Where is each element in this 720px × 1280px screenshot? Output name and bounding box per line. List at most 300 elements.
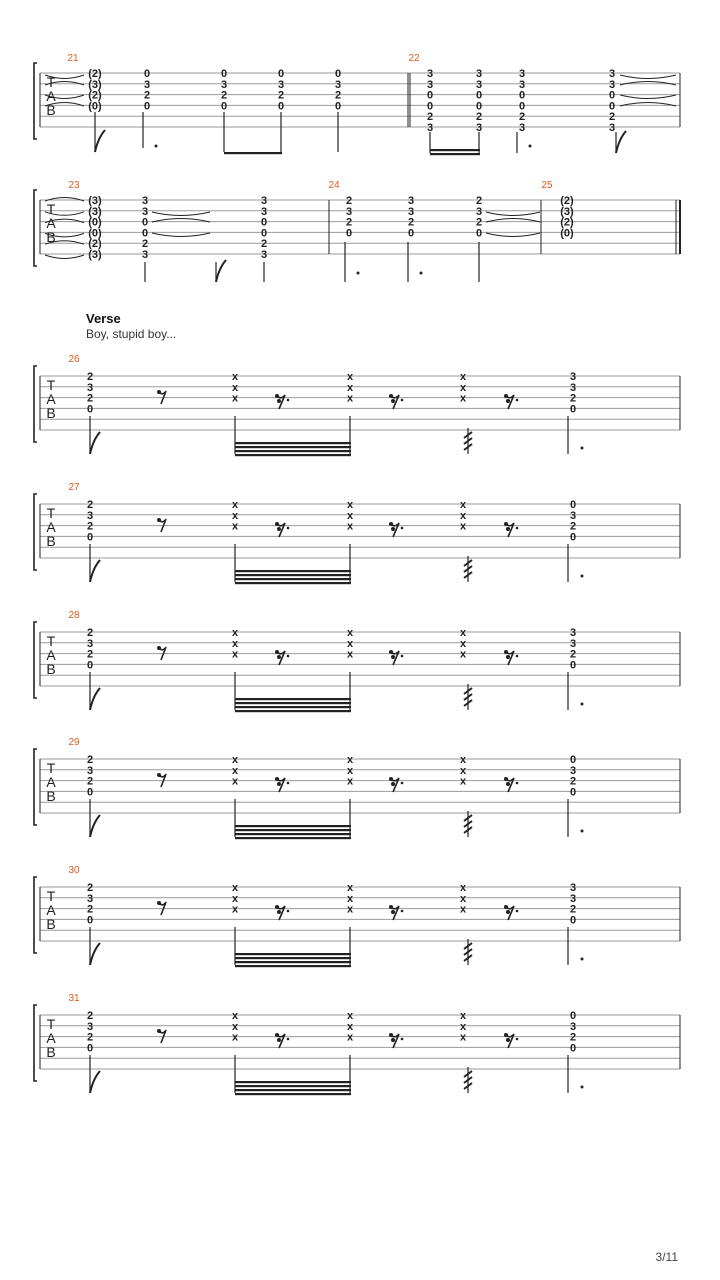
fret-number: 2 <box>143 89 151 102</box>
tab-clef-letter: B <box>46 533 56 549</box>
fret-number: 3 <box>518 68 526 80</box>
fret-number: x <box>231 381 239 394</box>
fret-number: x <box>231 637 239 650</box>
note-flag <box>95 130 105 152</box>
measure-number: 24 <box>328 180 340 191</box>
fret-number: 2 <box>86 392 94 405</box>
tab-clef-letter: A <box>46 774 56 790</box>
fret-number: (3) <box>560 205 574 218</box>
fret-number: 2 <box>475 216 483 229</box>
note-flag <box>216 260 226 282</box>
system-brace <box>34 190 37 266</box>
tie-arc <box>620 75 676 79</box>
rhythm-dot <box>581 703 584 706</box>
rest-dot <box>287 527 290 530</box>
rest-head <box>391 527 395 531</box>
fret-number: 3 <box>518 122 526 134</box>
fret-number: 3 <box>569 509 577 522</box>
fret-number: 0 <box>86 659 94 672</box>
rest-head <box>275 1033 279 1037</box>
fret-number: x <box>459 381 467 394</box>
fret-number: 0 <box>569 786 577 799</box>
fret-number: 2 <box>260 238 268 251</box>
rest-head <box>504 777 508 781</box>
fret-number: x <box>231 392 239 405</box>
note-beam <box>235 833 351 835</box>
fret-number: 0 <box>86 403 94 416</box>
system-brace <box>34 366 37 442</box>
rest-head <box>157 1029 161 1033</box>
fret-number: (2) <box>88 68 102 80</box>
page-number: 3/11 <box>655 1250 678 1264</box>
rhythm-dot <box>357 272 360 275</box>
fret-number: x <box>231 892 239 905</box>
rest-head <box>389 522 393 526</box>
measure-number: 27 <box>68 482 80 493</box>
sixteenth-rest <box>504 905 518 920</box>
tab-clef-letter: B <box>46 229 56 245</box>
fret-number: x <box>346 499 354 511</box>
fret-number: 3 <box>569 892 577 905</box>
fret-number: x <box>231 1031 239 1044</box>
note-beam <box>235 570 351 572</box>
rest-dot <box>401 782 404 785</box>
note-beam <box>235 706 351 708</box>
fret-number: x <box>459 754 467 766</box>
fret-number: x <box>459 1020 467 1033</box>
rest-head <box>506 1038 510 1042</box>
fret-number: x <box>346 903 354 916</box>
note-beam <box>235 710 351 712</box>
measure-number: 22 <box>408 53 420 64</box>
fret-number: 0 <box>86 531 94 544</box>
tie-arc <box>486 233 540 237</box>
fret-number: 2 <box>86 903 94 916</box>
fret-number: 0 <box>345 227 353 240</box>
note-beam <box>430 153 480 155</box>
fret-number: (2) <box>88 89 102 102</box>
rest-head <box>389 777 393 781</box>
fret-number: 0 <box>143 100 151 113</box>
fret-number: x <box>231 754 239 766</box>
rest-head <box>389 394 393 398</box>
rest-head <box>275 394 279 398</box>
tab-clef-letter: A <box>46 647 56 663</box>
fret-number: 2 <box>518 111 526 124</box>
fret-number: 3 <box>426 122 434 134</box>
fret-number: 0 <box>220 100 228 113</box>
fret-number: x <box>346 1010 354 1022</box>
fret-number: x <box>231 371 239 383</box>
fret-number: 3 <box>334 78 342 91</box>
fret-number: 3 <box>475 68 483 80</box>
fret-number: 0 <box>407 227 415 240</box>
measure-number: 30 <box>68 865 80 876</box>
fret-number: x <box>459 499 467 511</box>
fret-number: 2 <box>86 775 94 788</box>
tab-clef-letter: A <box>46 88 56 104</box>
tab-clef-letter: T <box>46 633 56 649</box>
fret-number: 3 <box>569 371 577 383</box>
rhythm-dot <box>581 1086 584 1089</box>
rest-dot <box>516 399 519 402</box>
sixteenth-rest <box>504 1033 518 1048</box>
fret-number: x <box>231 627 239 639</box>
eighth-rest <box>157 773 166 787</box>
fret-number: 3 <box>260 195 268 207</box>
fret-number: 3 <box>475 122 483 134</box>
rest-head <box>391 655 395 659</box>
rhythm-dot <box>529 145 532 148</box>
fret-number: x <box>231 499 239 511</box>
fret-number: 0 <box>569 659 577 672</box>
tab-clef-letter: T <box>46 201 56 217</box>
rest-dot <box>287 655 290 658</box>
fret-number: x <box>346 764 354 777</box>
fret-number: 2 <box>220 89 228 102</box>
eighth-rest <box>157 1029 166 1043</box>
tab-clef-letter: B <box>46 102 56 118</box>
note-beam <box>235 1093 351 1095</box>
note-beam <box>235 1081 351 1083</box>
fret-number: x <box>231 882 239 894</box>
fret-number: 3 <box>518 78 526 91</box>
fret-number: 2 <box>475 195 483 207</box>
fret-number: 0 <box>86 1042 94 1055</box>
fret-number: 0 <box>569 1042 577 1055</box>
rest-dot <box>287 910 290 913</box>
rest-head <box>504 650 508 654</box>
note-beam <box>235 825 351 827</box>
rest-dot <box>401 527 404 530</box>
fret-number: 3 <box>569 764 577 777</box>
fret-number: (0) <box>88 227 102 240</box>
fret-number: x <box>459 1010 467 1022</box>
rest-dot <box>401 399 404 402</box>
rest-dot <box>516 782 519 785</box>
fret-number: x <box>346 775 354 788</box>
note-beam <box>224 152 282 154</box>
fret-number: 3 <box>569 1020 577 1033</box>
fret-number: 0 <box>569 403 577 416</box>
fret-number: 3 <box>569 882 577 894</box>
measure-number: 25 <box>541 180 553 191</box>
sixteenth-rest <box>504 522 518 537</box>
measure-number: 28 <box>68 610 80 621</box>
fret-number: 0 <box>334 100 342 113</box>
tab-clef-letter: B <box>46 405 56 421</box>
rest-dot <box>287 1038 290 1041</box>
fret-number: 0 <box>143 68 151 80</box>
fret-number: x <box>346 1031 354 1044</box>
fret-number: x <box>459 627 467 639</box>
tab-clef-letter: A <box>46 519 56 535</box>
rest-head <box>277 527 281 531</box>
rest-head <box>391 910 395 914</box>
fret-number: 2 <box>569 903 577 916</box>
rest-head <box>277 782 281 786</box>
tab-clef-letter: T <box>46 1016 56 1032</box>
fret-number: 2 <box>86 520 94 533</box>
fret-number: (0) <box>560 227 574 240</box>
fret-number: 2 <box>86 371 94 383</box>
fret-number: (2) <box>560 216 574 229</box>
fret-number: x <box>459 903 467 916</box>
fret-number: 0 <box>608 89 616 102</box>
fret-number: x <box>459 1031 467 1044</box>
rest-head <box>389 650 393 654</box>
rest-head <box>157 901 161 905</box>
note-beam <box>235 574 351 576</box>
note-flag <box>90 1071 100 1093</box>
fret-number: x <box>346 371 354 383</box>
tab-clef-letter: T <box>46 888 56 904</box>
fret-number: 3 <box>141 195 149 207</box>
rest-head <box>391 399 395 403</box>
sixteenth-rest <box>504 394 518 409</box>
fret-number: 3 <box>608 78 616 91</box>
rest-dot <box>401 1038 404 1041</box>
note-flag <box>90 815 100 837</box>
section-title: Verse <box>86 311 121 326</box>
rest-head <box>157 646 161 650</box>
eighth-rest <box>157 646 166 660</box>
fret-number: 2 <box>277 89 285 102</box>
fret-number: (0) <box>88 216 102 229</box>
rest-dot <box>287 782 290 785</box>
lyrics-line: Boy, stupid boy... <box>86 327 177 341</box>
fret-number: 3 <box>426 78 434 91</box>
sixteenth-rest <box>275 905 289 920</box>
fret-number: 2 <box>569 392 577 405</box>
fret-number: 0 <box>334 68 342 80</box>
fret-number: 3 <box>86 1020 94 1033</box>
system-brace <box>34 63 37 139</box>
fret-number: x <box>459 892 467 905</box>
rest-head <box>504 1033 508 1037</box>
rest-head <box>389 1033 393 1037</box>
note-beam <box>235 961 351 963</box>
rest-dot <box>516 655 519 658</box>
fret-number: 3 <box>277 78 285 91</box>
eighth-rest <box>157 390 166 404</box>
note-beam <box>235 446 351 448</box>
fret-number: 0 <box>220 68 228 80</box>
fret-number: x <box>346 627 354 639</box>
rest-head <box>391 1038 395 1042</box>
rest-head <box>277 399 281 403</box>
note-flag <box>90 560 100 582</box>
sixteenth-rest <box>275 650 289 665</box>
note-beam <box>430 149 480 151</box>
rest-head <box>506 655 510 659</box>
note-beam <box>235 582 351 584</box>
fret-number: 2 <box>569 648 577 661</box>
note-beam <box>235 953 351 955</box>
rest-dot <box>287 399 290 402</box>
fret-number: x <box>346 381 354 394</box>
fret-number: 0 <box>608 100 616 113</box>
fret-number: 3 <box>141 205 149 218</box>
eighth-rest <box>157 901 166 915</box>
sixteenth-rest <box>275 1033 289 1048</box>
fret-number: 3 <box>86 892 94 905</box>
fret-number: 2 <box>86 882 94 894</box>
fret-number: x <box>231 1010 239 1022</box>
rest-head <box>275 905 279 909</box>
system-brace <box>34 494 37 570</box>
rhythm-dot <box>420 272 423 275</box>
rhythm-dot <box>155 145 158 148</box>
fret-number: 3 <box>220 78 228 91</box>
rest-head <box>391 782 395 786</box>
fret-number: x <box>346 1020 354 1033</box>
fret-number: 2 <box>407 216 415 229</box>
fret-number: 3 <box>141 249 149 261</box>
measure-number: 21 <box>67 53 79 64</box>
fret-number: x <box>346 520 354 533</box>
fret-number: x <box>231 903 239 916</box>
fret-number: 0 <box>277 100 285 113</box>
fret-number: 3 <box>475 78 483 91</box>
fret-number: x <box>231 775 239 788</box>
rhythm-dot <box>581 958 584 961</box>
rest-head <box>277 1038 281 1042</box>
tie-arc <box>620 82 676 86</box>
tab-clef-letter: B <box>46 661 56 677</box>
note-beam <box>235 1085 351 1087</box>
tab-clef-letter: B <box>46 788 56 804</box>
sixteenth-rest <box>389 1033 403 1048</box>
fret-number: x <box>231 1020 239 1033</box>
rest-head <box>277 910 281 914</box>
fret-number: 3 <box>260 249 268 261</box>
fret-number: (2) <box>560 195 574 207</box>
fret-number: 2 <box>426 111 434 124</box>
rest-dot <box>516 910 519 913</box>
eighth-rest <box>157 518 166 532</box>
fret-number: x <box>459 648 467 661</box>
fret-number: x <box>459 520 467 533</box>
fret-number: 0 <box>260 227 268 240</box>
sixteenth-rest <box>389 905 403 920</box>
note-flag <box>90 432 100 454</box>
fret-number: 3 <box>426 68 434 80</box>
rest-dot <box>401 910 404 913</box>
fret-number: 3 <box>569 637 577 650</box>
system-brace <box>34 622 37 698</box>
fret-number: 2 <box>86 1010 94 1022</box>
tie-arc <box>152 233 210 237</box>
fret-number: 0 <box>426 89 434 102</box>
note-beam <box>235 698 351 700</box>
tab-clef-letter: B <box>46 1044 56 1060</box>
fret-number: 0 <box>86 914 94 927</box>
tab-clef-letter: A <box>46 215 56 231</box>
fret-number: (3) <box>88 195 102 207</box>
fret-number: 3 <box>475 205 483 218</box>
fret-number: 0 <box>569 1010 577 1022</box>
fret-number: 2 <box>141 238 149 251</box>
tab-clef-letter: A <box>46 391 56 407</box>
tie-arc <box>486 212 540 216</box>
fret-number: 0 <box>569 754 577 766</box>
rest-head <box>275 650 279 654</box>
fret-number: 0 <box>475 227 483 240</box>
note-beam <box>235 442 351 444</box>
rest-head <box>157 390 161 394</box>
fret-number: x <box>231 764 239 777</box>
fret-number: 0 <box>141 216 149 229</box>
rest-head <box>506 399 510 403</box>
note-beam <box>235 837 351 839</box>
fret-number: 0 <box>86 786 94 799</box>
fret-number: x <box>231 509 239 522</box>
fret-number: 2 <box>608 111 616 124</box>
fret-number: 2 <box>475 111 483 124</box>
sixteenth-rest <box>389 777 403 792</box>
fret-number: 3 <box>407 195 415 207</box>
fret-number: 3 <box>260 205 268 218</box>
sixteenth-rest <box>275 522 289 537</box>
measure-number: 26 <box>68 354 80 365</box>
fret-number: 0 <box>569 499 577 511</box>
rest-dot <box>401 655 404 658</box>
fret-number: 0 <box>475 89 483 102</box>
tab-clef-letter: T <box>46 760 56 776</box>
fret-number: 2 <box>569 1031 577 1044</box>
fret-number: 3 <box>86 381 94 394</box>
rest-head <box>389 905 393 909</box>
rest-head <box>504 394 508 398</box>
fret-number: x <box>459 775 467 788</box>
fret-number: 3 <box>569 381 577 394</box>
fret-number: x <box>346 754 354 766</box>
sixteenth-rest <box>389 522 403 537</box>
fret-number: 3 <box>86 509 94 522</box>
fret-number: (3) <box>88 78 102 91</box>
fret-number: x <box>459 509 467 522</box>
note-beam <box>235 965 351 967</box>
tab-clef-letter: T <box>46 377 56 393</box>
fret-number: 2 <box>334 89 342 102</box>
fret-number: 3 <box>608 68 616 80</box>
tab-clef-letter: A <box>46 1030 56 1046</box>
fret-number: x <box>459 637 467 650</box>
fret-number: 2 <box>86 627 94 639</box>
sixteenth-rest <box>504 777 518 792</box>
sixteenth-rest <box>504 650 518 665</box>
rest-head <box>157 773 161 777</box>
note-beam <box>235 454 351 456</box>
rest-head <box>506 910 510 914</box>
note-beam <box>235 578 351 580</box>
fret-number: x <box>231 520 239 533</box>
fret-number: 0 <box>518 100 526 113</box>
rest-head <box>275 777 279 781</box>
tab-clef-letter: A <box>46 902 56 918</box>
note-flag <box>616 131 626 153</box>
rest-head <box>277 655 281 659</box>
system-brace <box>34 749 37 825</box>
sixteenth-rest <box>275 777 289 792</box>
tie-arc <box>620 95 676 99</box>
fret-number: x <box>346 892 354 905</box>
system-brace <box>34 1005 37 1081</box>
tab-clef-letter: T <box>46 74 56 90</box>
fret-number: 2 <box>345 195 353 207</box>
tie-arc <box>45 255 84 259</box>
